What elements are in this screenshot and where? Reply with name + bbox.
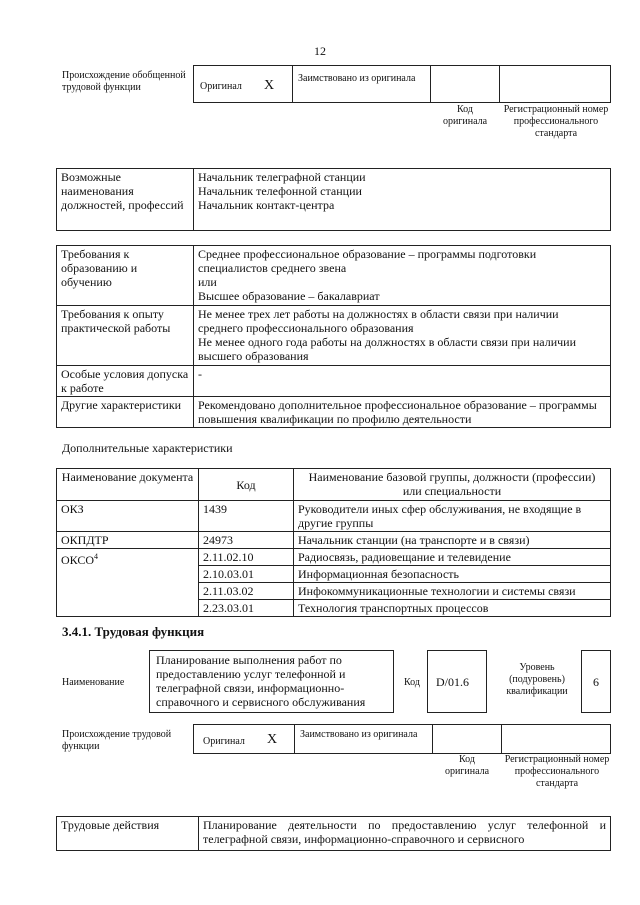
original-label: Оригинал	[203, 736, 245, 747]
row-code: 2.11.02.10	[199, 549, 294, 566]
borrowed-label: Заимствовано из оригинала	[298, 73, 416, 84]
level-label: Уровень (подуровень) квалификации	[506, 662, 568, 697]
col-header-code: Код	[199, 469, 294, 501]
code-original-caption: Код оригинала	[442, 104, 488, 127]
okso-label: ОКСО	[61, 553, 95, 567]
code-value: D/01.6	[427, 650, 487, 713]
origin-label: Происхождение обобщенной трудовой функции	[62, 70, 186, 93]
code-cell	[430, 65, 500, 103]
reg-cell	[501, 724, 611, 754]
level-value: 6	[581, 650, 611, 713]
reg-cell	[499, 65, 611, 103]
special-value: -	[194, 366, 611, 397]
req-line: Высшее образование – бакалавриат	[198, 289, 380, 303]
reg-number-caption: Регистрационный номер профессионального стандарта	[504, 754, 610, 789]
row-doc	[57, 549, 199, 617]
section-title: 3.4.1. Трудовая функция	[62, 624, 205, 639]
other-label: Другие характеристики	[57, 397, 194, 428]
table-row	[57, 532, 611, 549]
footnote-mark: 4	[94, 552, 99, 561]
req-line: Среднее профессиональное образование – программы подготовки специалистов среднего звена	[198, 247, 537, 275]
education-value	[194, 246, 611, 306]
experience-label: Требования к опыту практической работы	[57, 306, 194, 366]
original-mark: X	[264, 78, 275, 93]
origin-label: Происхождение трудовой функции	[62, 729, 172, 752]
special-label: Особые условия допуска к работе	[57, 366, 194, 397]
actions-text: Планирование деятельности по предоставлению услуг телефонной и телеграфной связи, информационно-справочного и сервисного	[199, 817, 611, 851]
col-header-name: Наименование базовой группы, должности (профессии) или специальности	[294, 469, 611, 501]
row-code: 2.11.03.02	[199, 583, 294, 600]
actions-label: Трудовые действия	[57, 817, 199, 851]
col-header-doc: Наименование документа	[57, 469, 199, 501]
row-code: 1439	[199, 501, 294, 532]
positions-label: Возможные наименования должностей, профессий	[57, 169, 194, 231]
code-label: Код	[404, 677, 420, 688]
experience-value	[194, 306, 611, 366]
row-code: 2.10.03.01	[199, 566, 294, 583]
req-line: Не менее трех лет работы на должностях в области связи при наличии среднего профессионального образования	[198, 307, 559, 335]
positions-table	[56, 168, 611, 231]
req-line: Не менее одного года работы на должностях в области связи при наличии высшего образования	[198, 335, 576, 363]
row-name: Начальник станции (на транспорте и в связи)	[294, 532, 611, 549]
row-name: Руководители иных сфер обслуживания, не входящие в другие группы	[294, 501, 611, 532]
table-row	[57, 501, 611, 532]
additional-heading: Дополнительные характеристики	[62, 441, 233, 455]
requirements-table	[56, 245, 611, 428]
req-line: или	[198, 275, 217, 289]
row-code: 24973	[199, 532, 294, 549]
row-doc: ОКЗ	[57, 501, 199, 532]
table-row	[57, 549, 611, 566]
row-name: Информационная безопасность	[294, 566, 611, 583]
page-number: 12	[314, 44, 326, 58]
education-label: Требования к образованию и обучению	[57, 246, 194, 306]
borrowed-label: Заимствовано из оригинала	[300, 729, 418, 740]
code-original-caption: Код оригинала	[444, 754, 490, 777]
position-item: Начальник контакт-центра	[198, 198, 335, 212]
position-item: Начальник телефонной станции	[198, 184, 362, 198]
positions-list	[194, 169, 611, 231]
actions-table	[56, 816, 611, 851]
original-label: Оригинал	[200, 81, 242, 92]
row-name: Технология транспортных процессов	[294, 600, 611, 617]
other-value: Рекомендовано дополнительное профессиональное образование – программы повышения квалификации по профилю деятельности	[194, 397, 611, 428]
row-name: Инфокоммуникационные технологии и системы связи	[294, 583, 611, 600]
row-code: 2.23.03.01	[199, 600, 294, 617]
name-label: Наименование	[62, 677, 125, 688]
code-cell	[432, 724, 502, 754]
position-item: Начальник телеграфной станции	[198, 170, 366, 184]
row-name: Радиосвязь, радиовещание и телевидение	[294, 549, 611, 566]
reg-number-caption: Регистрационный номер профессионального стандарта	[503, 104, 609, 139]
original-mark: X	[267, 732, 278, 747]
function-name: Планирование выполнения работ по предоставлению услуг телефонной и телеграфной связи, информационно-справочного и сервисного обслуживания	[149, 650, 394, 713]
additional-table	[56, 468, 611, 617]
row-doc: ОКПДТР	[57, 532, 199, 549]
